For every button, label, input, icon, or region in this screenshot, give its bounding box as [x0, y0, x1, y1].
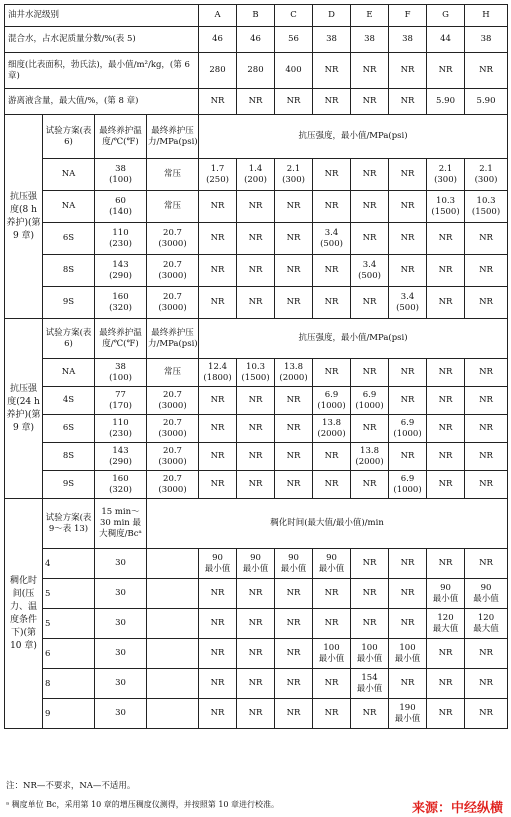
value-cell: 13.8 (2000) [275, 359, 313, 387]
table-row [5, 579, 508, 609]
table-row [5, 223, 508, 255]
value-cell: NR [465, 255, 508, 287]
value-cell: NR [427, 387, 465, 415]
value-cell: NR [313, 699, 351, 729]
value-cell: NR [427, 471, 465, 499]
table-row [5, 415, 508, 443]
basic-row [5, 53, 508, 89]
value-cell: NR [389, 223, 427, 255]
section-header-row [5, 115, 508, 159]
value-cell: NR [465, 443, 508, 471]
value-cell: NR [351, 159, 389, 191]
class-header-A: A [199, 5, 237, 27]
value-cell: NR [199, 639, 237, 669]
value-cell: NR [313, 191, 351, 223]
empty-cell [147, 609, 199, 639]
value-cell: NR [351, 609, 389, 639]
value-cell: NR [351, 699, 389, 729]
value-cell: NR [389, 191, 427, 223]
value-cell: NR [275, 639, 313, 669]
temp-cell: 77 (170) [95, 387, 147, 415]
value-cell: NR [465, 359, 508, 387]
value-cell: NR [199, 609, 237, 639]
pressure-cell: 20.7 (3000) [147, 223, 199, 255]
value-cell: NR [465, 415, 508, 443]
value-cell: NR [275, 89, 313, 115]
value-cell: 10.3 (1500) [237, 359, 275, 387]
value-cell: NR [237, 191, 275, 223]
source-watermark: 来源：中经纵横 [411, 801, 503, 816]
row-label: 细度(比表面积，勃氏法)，最小值/m²/kg，(第 6 章) [5, 53, 199, 89]
value-cell: NR [237, 471, 275, 499]
value-cell: NR [427, 53, 465, 89]
pressure-header: 最终养护压力/MPa(psi) [147, 115, 199, 159]
value-cell: 6.9 (1000) [389, 415, 427, 443]
scheme-cell: 4 [43, 549, 95, 579]
value-cell: NR [275, 443, 313, 471]
value-cell: 2.1 (300) [465, 159, 508, 191]
pressure-cell: 20.7 (3000) [147, 471, 199, 499]
scheme-header: 试验方案(表 9～表 13) [43, 499, 95, 549]
bc-cell: 30 [95, 699, 147, 729]
group-label: 抗压强度(8 h 养护)(第 9 章) [5, 115, 43, 319]
value-cell: NR [199, 471, 237, 499]
value-cell: NR [237, 443, 275, 471]
pressure-cell: 常压 [147, 159, 199, 191]
group-label: 抗压强度(24 h 养护)(第 9 章) [5, 319, 43, 499]
pressure-cell: 20.7 (3000) [147, 443, 199, 471]
value-cell: 120 最大值 [427, 609, 465, 639]
value-cell: NR [351, 471, 389, 499]
value-cell: NR [389, 669, 427, 699]
value-cell: 38 [389, 27, 427, 53]
row-label: 混合水，占水泥质量分数/%(表 5) [5, 27, 199, 53]
value-cell: NR [313, 53, 351, 89]
table-footnote: ᵃ 稠度单位 Bc，采用第 10 章的增压稠度仪测得，并按照第 10 章进行校准。 [6, 800, 280, 809]
value-cell: NR [199, 387, 237, 415]
scheme-cell: 6S [43, 223, 95, 255]
table-row [5, 639, 508, 669]
value-cell: NR [427, 699, 465, 729]
value-cell: NR [237, 387, 275, 415]
value-cell: 46 [237, 27, 275, 53]
temp-cell: 143 (290) [95, 443, 147, 471]
table-row [5, 159, 508, 191]
value-cell: NR [313, 159, 351, 191]
table-row [5, 287, 508, 319]
header-row [5, 5, 508, 27]
value-cell: NR [237, 287, 275, 319]
value-cell: 38 [465, 27, 508, 53]
table-row [5, 387, 508, 415]
group-label: 稠化时间(压力、温度条件下)(第 10 章) [5, 499, 43, 729]
value-cell: 38 [351, 27, 389, 53]
value-cell: NR [389, 255, 427, 287]
bc-cell: 30 [95, 579, 147, 609]
value-cell: NR [389, 579, 427, 609]
scheme-cell: 5 [43, 609, 95, 639]
value-cell: NR [465, 387, 508, 415]
value-cell: NR [427, 255, 465, 287]
basic-row [5, 27, 508, 53]
value-cell: NR [275, 579, 313, 609]
value-cell: NR [351, 223, 389, 255]
bc-cell: 30 [95, 669, 147, 699]
value-cell: NR [275, 387, 313, 415]
scheme-cell: NA [43, 359, 95, 387]
value-cell: 154 最小值 [351, 669, 389, 699]
value-cell: NR [427, 359, 465, 387]
value-cell: 6.9 (1000) [389, 471, 427, 499]
value-cell: NR [237, 255, 275, 287]
scheme-cell: 9 [43, 699, 95, 729]
value-cell: NR [313, 443, 351, 471]
value-cell: 12.4 (1800) [199, 359, 237, 387]
value-cell: 90 最小值 [199, 549, 237, 579]
value-cell: NR [199, 287, 237, 319]
table-row [5, 549, 508, 579]
value-cell: 6.9 (1000) [351, 387, 389, 415]
table-row [5, 471, 508, 499]
value-cell: NR [237, 699, 275, 729]
class-header-G: G [427, 5, 465, 27]
pressure-cell: 常压 [147, 191, 199, 223]
value-cell: NR [275, 223, 313, 255]
value-cell: NR [313, 287, 351, 319]
pressure-cell: 常压 [147, 359, 199, 387]
value-cell: NR [427, 669, 465, 699]
table-row [5, 669, 508, 699]
empty-cell [147, 639, 199, 669]
value-cell: NR [389, 609, 427, 639]
value-cell: NR [427, 639, 465, 669]
section-header-row [5, 499, 508, 549]
value-cell: NR [199, 443, 237, 471]
value-cell: 120 最大值 [465, 609, 508, 639]
value-cell: 100 最小值 [389, 639, 427, 669]
value-cell: NR [313, 579, 351, 609]
value-cell: NR [313, 669, 351, 699]
table-row [5, 359, 508, 387]
temp-cell: 143 (290) [95, 255, 147, 287]
temp-header: 最终养护温度/℃(℉) [95, 115, 147, 159]
value-cell: NR [465, 223, 508, 255]
value-cell: NR [389, 387, 427, 415]
value-cell: NR [351, 53, 389, 89]
value-cell: NR [237, 609, 275, 639]
span-title: 抗压强度，最小值/MPa(psi) [199, 319, 508, 359]
temp-cell: 38 (100) [95, 359, 147, 387]
value-cell: 90 最小值 [275, 549, 313, 579]
value-cell: NR [237, 223, 275, 255]
value-cell: NR [199, 255, 237, 287]
pressure-cell: 20.7 (3000) [147, 387, 199, 415]
value-cell: NR [465, 699, 508, 729]
header-title: 油井水泥级别 [5, 5, 199, 27]
value-cell: 6.9 (1000) [313, 387, 351, 415]
section-header-row [5, 319, 508, 359]
scheme-cell: 9S [43, 287, 95, 319]
temp-header: 最终养护温度/℃(℉) [95, 319, 147, 359]
value-cell: NR [199, 669, 237, 699]
temp-cell: 110 (230) [95, 415, 147, 443]
value-cell: NR [351, 89, 389, 115]
value-cell: NR [465, 53, 508, 89]
value-cell: NR [351, 579, 389, 609]
value-cell: NR [275, 471, 313, 499]
value-cell: NR [389, 443, 427, 471]
value-cell: NR [427, 223, 465, 255]
value-cell: NR [313, 471, 351, 499]
value-cell: 190 最小值 [389, 699, 427, 729]
pressure-header: 最终养护压力/MPa(psi) [147, 319, 199, 359]
empty-cell [147, 699, 199, 729]
bc-cell: 30 [95, 609, 147, 639]
value-cell: 10.3 (1500) [427, 191, 465, 223]
scheme-header: 试验方案(表 6) [43, 319, 95, 359]
class-header-C: C [275, 5, 313, 27]
value-cell: NR [465, 287, 508, 319]
value-cell: NR [465, 471, 508, 499]
value-cell: NR [237, 579, 275, 609]
value-cell: 10.3 (1500) [465, 191, 508, 223]
bc-cell: 30 [95, 639, 147, 669]
value-cell: NR [351, 415, 389, 443]
value-cell: NR [313, 89, 351, 115]
value-cell: NR [275, 699, 313, 729]
value-cell: NR [351, 359, 389, 387]
value-cell: 90 最小值 [427, 579, 465, 609]
class-header-F: F [389, 5, 427, 27]
value-cell: 38 [313, 27, 351, 53]
value-cell: NR [199, 579, 237, 609]
scheme-cell: 9S [43, 471, 95, 499]
span-title: 稠化时间(最大值/最小值)/min [147, 499, 508, 549]
table-row [5, 609, 508, 639]
value-cell: 44 [427, 27, 465, 53]
value-cell: 46 [199, 27, 237, 53]
value-cell: NR [465, 669, 508, 699]
value-cell: NR [427, 549, 465, 579]
pressure-cell: 20.7 (3000) [147, 415, 199, 443]
value-cell: NR [199, 89, 237, 115]
value-cell: NR [351, 287, 389, 319]
span-title: 抗压强度，最小值/MPa(psi) [199, 115, 508, 159]
value-cell: 5.90 [465, 89, 508, 115]
value-cell: NR [237, 669, 275, 699]
value-cell: NR [275, 415, 313, 443]
value-cell: 5.90 [427, 89, 465, 115]
bc-header: 15 min～30 min 最大稠度/Bcᵃ [95, 499, 147, 549]
empty-cell [147, 549, 199, 579]
table-row [5, 191, 508, 223]
temp-cell: 60 (140) [95, 191, 147, 223]
value-cell: NR [275, 609, 313, 639]
value-cell: NR [465, 639, 508, 669]
value-cell: NR [275, 191, 313, 223]
scheme-header: 试验方案(表 6) [43, 115, 95, 159]
value-cell: NR [351, 191, 389, 223]
class-header-D: D [313, 5, 351, 27]
value-cell: 2.1 (300) [427, 159, 465, 191]
scheme-cell: 8S [43, 255, 95, 287]
value-cell: 1.7 (250) [199, 159, 237, 191]
value-cell: 3.4 (500) [313, 223, 351, 255]
value-cell: NR [313, 609, 351, 639]
row-label: 游离液含量，最大值/%，(第 8 章) [5, 89, 199, 115]
temp-cell: 38 (100) [95, 159, 147, 191]
value-cell: 280 [199, 53, 237, 89]
value-cell: NR [313, 359, 351, 387]
value-cell: 13.8 (2000) [351, 443, 389, 471]
scheme-cell: 6S [43, 415, 95, 443]
value-cell: NR [199, 223, 237, 255]
value-cell: 90 最小值 [237, 549, 275, 579]
value-cell: 56 [275, 27, 313, 53]
basic-row [5, 89, 508, 115]
value-cell: NR [199, 191, 237, 223]
value-cell: NR [389, 159, 427, 191]
class-header-H: H [465, 5, 508, 27]
value-cell: NR [465, 549, 508, 579]
scheme-cell: NA [43, 191, 95, 223]
temp-cell: 160 (320) [95, 287, 147, 319]
value-cell: NR [389, 53, 427, 89]
scheme-cell: 5 [43, 579, 95, 609]
value-cell: NR [199, 699, 237, 729]
value-cell: NR [427, 415, 465, 443]
table-body [5, 5, 508, 729]
value-cell: 400 [275, 53, 313, 89]
value-cell: 2.1 (300) [275, 159, 313, 191]
empty-cell [147, 579, 199, 609]
table-row [5, 699, 508, 729]
value-cell: NR [237, 639, 275, 669]
value-cell: NR [427, 287, 465, 319]
value-cell: 1.4 (200) [237, 159, 275, 191]
table-row [5, 255, 508, 287]
scheme-cell: NA [43, 159, 95, 191]
value-cell: NR [389, 89, 427, 115]
value-cell: 100 最小值 [351, 639, 389, 669]
value-cell: NR [237, 89, 275, 115]
temp-cell: 160 (320) [95, 471, 147, 499]
value-cell: NR [199, 415, 237, 443]
value-cell: 90 最小值 [465, 579, 508, 609]
class-header-E: E [351, 5, 389, 27]
scheme-cell: 6 [43, 639, 95, 669]
cement-spec-table [4, 4, 508, 729]
value-cell: NR [427, 443, 465, 471]
value-cell: NR [237, 415, 275, 443]
temp-cell: 110 (230) [95, 223, 147, 255]
scheme-cell: 4S [43, 387, 95, 415]
class-header-B: B [237, 5, 275, 27]
scheme-cell: 8S [43, 443, 95, 471]
value-cell: 3.4 (500) [389, 287, 427, 319]
value-cell: 100 最小值 [313, 639, 351, 669]
value-cell: NR [351, 549, 389, 579]
value-cell: NR [275, 669, 313, 699]
value-cell: NR [313, 255, 351, 287]
value-cell: NR [275, 255, 313, 287]
value-cell: NR [389, 359, 427, 387]
bc-cell: 30 [95, 549, 147, 579]
table-note: 注：NR—不要求，NA—不适用。 [6, 781, 136, 791]
value-cell: NR [389, 549, 427, 579]
value-cell: 280 [237, 53, 275, 89]
value-cell: 13.8 (2000) [313, 415, 351, 443]
scheme-cell: 8 [43, 669, 95, 699]
pressure-cell: 20.7 (3000) [147, 255, 199, 287]
value-cell: 3.4 (500) [351, 255, 389, 287]
pressure-cell: 20.7 (3000) [147, 287, 199, 319]
empty-cell [147, 669, 199, 699]
table-row [5, 443, 508, 471]
value-cell: NR [275, 287, 313, 319]
value-cell: 90 最小值 [313, 549, 351, 579]
